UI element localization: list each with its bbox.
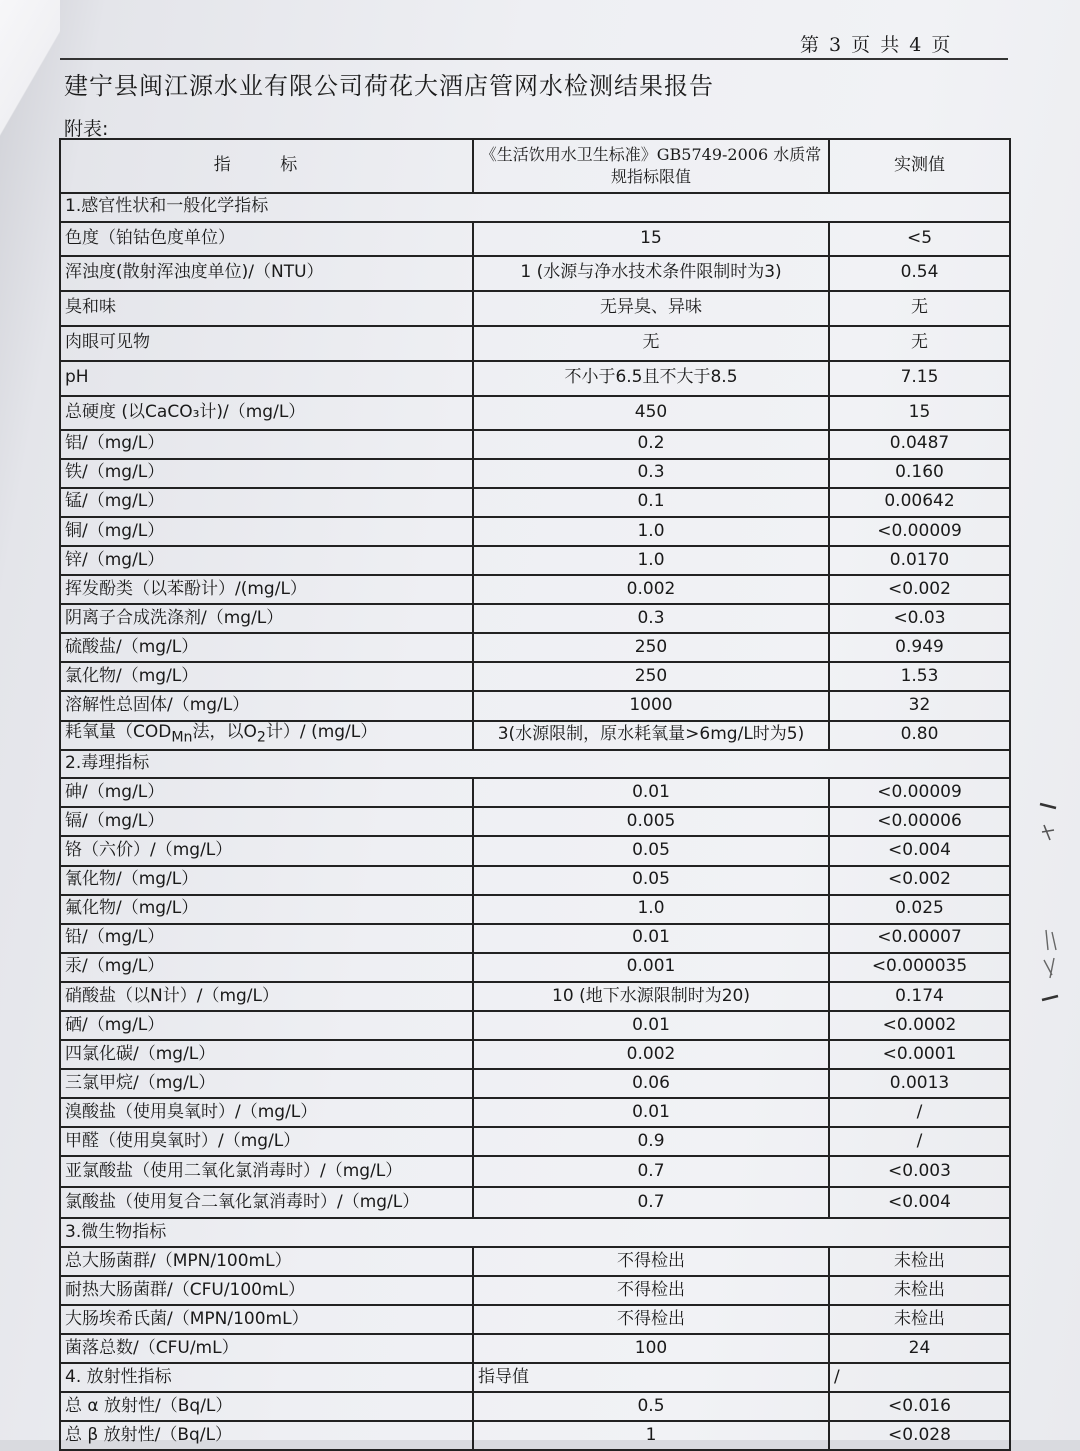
measured-value: <0.00009 — [829, 517, 1010, 546]
measured-value: 0.025 — [829, 895, 1010, 924]
measured-value: <0.003 — [829, 1156, 1010, 1187]
table-row — [60, 326, 1010, 361]
table-row — [60, 1156, 1010, 1187]
table-row — [60, 488, 1010, 517]
measured-value: 未检出 — [829, 1276, 1010, 1305]
measured-value: <0.0001 — [829, 1040, 1010, 1069]
table-row — [60, 1011, 1010, 1040]
table-row — [60, 1187, 1010, 1218]
page-number: 第 3 页 共 4 页 — [800, 34, 953, 56]
standard-limit: 0.05 — [473, 836, 829, 865]
standard-limit: 250 — [473, 662, 829, 691]
standard-limit: 无异臭、异味 — [473, 291, 829, 326]
indicator-name: 硒/（mg/L） — [60, 1011, 473, 1040]
standard-limit: 0.01 — [473, 1098, 829, 1127]
table-row — [60, 721, 1010, 750]
standard-limit: 10 (地下水源限制时为20) — [473, 982, 829, 1011]
indicator-name: 镉/（mg/L） — [60, 807, 473, 836]
measured-value: <0.004 — [829, 836, 1010, 865]
measured-value: 无 — [829, 326, 1010, 361]
indicator-name: 臭和味 — [60, 291, 473, 326]
table-row — [60, 807, 1010, 836]
indicator-name: 铜/（mg/L） — [60, 517, 473, 546]
indicator-name: 总大肠菌群/（MPN/100mL） — [60, 1247, 473, 1276]
standard-limit: 不小于6.5且不大于8.5 — [473, 361, 829, 396]
indicator-name: 挥发酚类（以苯酚计）/(mg/L） — [60, 575, 473, 604]
indicator-name: 浑浊度(散射浑浊度单位)/（NTU） — [60, 256, 473, 291]
indicator-name: 色度（铂钴色度单位） — [60, 222, 473, 256]
standard-limit: 1.0 — [473, 895, 829, 924]
standard-limit: 0.002 — [473, 1040, 829, 1069]
indicator-name: 四氯化碳/（mg/L） — [60, 1040, 473, 1069]
measured-value: 0.80 — [829, 721, 1010, 750]
section-row — [60, 193, 1010, 222]
standard-limit: 0.01 — [473, 778, 829, 807]
indicator-name: 耗氧量（$COD_{Mn}$法，以$O_2$计）/ (mg/L） — [60, 721, 473, 750]
standard-limit: 0.2 — [473, 430, 829, 459]
indicator-name: 锌/（mg/L） — [60, 546, 473, 575]
standard-limit: 0.002 — [473, 575, 829, 604]
table-row — [60, 575, 1010, 604]
table-row — [60, 1421, 1010, 1450]
section-row — [60, 750, 1010, 779]
standard-limit: 0.01 — [473, 924, 829, 953]
indicator-name: 氰化物/（mg/L） — [60, 866, 473, 895]
standard-limit: 1.0 — [473, 546, 829, 575]
table-row — [60, 1098, 1010, 1127]
indicator-name: 锰/（mg/L） — [60, 488, 473, 517]
indicator-name: 亚氯酸盐（使用二氧化氯消毒时）/（mg/L） — [60, 1156, 473, 1187]
table-row — [60, 256, 1010, 291]
measured-value: 24 — [829, 1334, 1010, 1363]
measured-value: / — [829, 1127, 1010, 1156]
indicator-name: 溶解性总固体/（mg/L） — [60, 691, 473, 720]
indicator-name: 氯酸盐（使用复合二氧化氯消毒时）/（mg/L） — [60, 1187, 473, 1218]
table-row — [60, 291, 1010, 326]
section-title: 4. 放射性指标 — [60, 1363, 473, 1392]
measured-value: 0.00642 — [829, 488, 1010, 517]
table-row — [60, 430, 1010, 459]
measured-value: <0.028 — [829, 1421, 1010, 1450]
table-row — [60, 1247, 1010, 1276]
section-title: 3.微生物指标 — [60, 1218, 1010, 1247]
measured-value: 32 — [829, 691, 1010, 720]
section-value: / — [829, 1363, 1010, 1392]
measured-value: 0.54 — [829, 256, 1010, 291]
standard-limit: 0.7 — [473, 1187, 829, 1218]
table-header-row — [60, 139, 1010, 193]
table-row — [60, 633, 1010, 662]
standard-limit: 1000 — [473, 691, 829, 720]
header-measured: 实测值 — [829, 139, 1010, 193]
standard-limit: 不得检出 — [473, 1305, 829, 1334]
standard-limit: 0.01 — [473, 1011, 829, 1040]
section-limit: 指导值 — [473, 1363, 829, 1392]
indicator-name: 硫酸盐/（mg/L） — [60, 633, 473, 662]
indicator-name: 铅/（mg/L） — [60, 924, 473, 953]
standard-limit: 不得检出 — [473, 1276, 829, 1305]
indicator-name: 汞/（mg/L） — [60, 953, 473, 982]
measured-value: <0.0002 — [829, 1011, 1010, 1040]
standard-limit: 0.3 — [473, 604, 829, 633]
section-row — [60, 1218, 1010, 1247]
indicator-name: 三氯甲烷/（mg/L） — [60, 1069, 473, 1098]
measured-value: 1.53 — [829, 662, 1010, 691]
standard-limit: 15 — [473, 222, 829, 256]
standard-limit: 0.05 — [473, 866, 829, 895]
measured-value: 0.0170 — [829, 546, 1010, 575]
table-row — [60, 953, 1010, 982]
handwritten-marks — [1036, 800, 1066, 1010]
report-title: 建宁县闽江源水业有限公司荷花大酒店管网水检测结果报告 — [64, 72, 714, 100]
paper-fold — [0, 0, 60, 140]
standard-limit: 1.0 — [473, 517, 829, 546]
table-row — [60, 778, 1010, 807]
table-row — [60, 396, 1010, 430]
standard-limit: 250 — [473, 633, 829, 662]
table-row — [60, 895, 1010, 924]
standard-limit: 3(水源限制，原水耗氧量>6mg/L时为5) — [473, 721, 829, 750]
standard-limit: 450 — [473, 396, 829, 430]
indicator-name: 砷/（mg/L） — [60, 778, 473, 807]
table-row — [60, 1069, 1010, 1098]
standard-limit: 0.5 — [473, 1392, 829, 1421]
measured-value: 无 — [829, 291, 1010, 326]
indicator-name: 氯化物/（mg/L） — [60, 662, 473, 691]
table-row — [60, 1305, 1010, 1334]
measured-value: <5 — [829, 222, 1010, 256]
measured-value: 0.949 — [829, 633, 1010, 662]
measured-value: 未检出 — [829, 1247, 1010, 1276]
measured-value: / — [829, 1098, 1010, 1127]
table-row — [60, 546, 1010, 575]
indicator-name: 菌落总数/（CFU/mL） — [60, 1334, 473, 1363]
measured-value: <0.016 — [829, 1392, 1010, 1421]
indicator-name: 耐热大肠菌群/（CFU/100mL） — [60, 1276, 473, 1305]
table-row — [60, 517, 1010, 546]
measured-value: 0.0487 — [829, 430, 1010, 459]
measured-value: <0.000035 — [829, 953, 1010, 982]
indicator-name: 肉眼可见物 — [60, 326, 473, 361]
standard-limit: 0.001 — [473, 953, 829, 982]
measured-value: 0.160 — [829, 459, 1010, 488]
measured-value: 未检出 — [829, 1305, 1010, 1334]
measured-value: <0.004 — [829, 1187, 1010, 1218]
results-table-body — [60, 139, 1010, 1450]
measured-value: 7.15 — [829, 361, 1010, 396]
indicator-name: 铝/（mg/L） — [60, 430, 473, 459]
table-row — [60, 459, 1010, 488]
indicator-name: 氟化物/（mg/L） — [60, 895, 473, 924]
measured-value: <0.00006 — [829, 807, 1010, 836]
standard-limit: 无 — [473, 326, 829, 361]
table-row — [60, 836, 1010, 865]
standard-limit: 0.06 — [473, 1069, 829, 1098]
measured-value: <0.002 — [829, 866, 1010, 895]
standard-limit: 1 (水源与净水技术条件限制时为3) — [473, 256, 829, 291]
standard-limit: 0.005 — [473, 807, 829, 836]
indicator-name: 大肠埃希氏菌/（MPN/100mL） — [60, 1305, 473, 1334]
measured-value: <0.00007 — [829, 924, 1010, 953]
indicator-name: 总硬度 (以CaCO₃计)/（mg/L） — [60, 396, 473, 430]
table-row — [60, 222, 1010, 256]
table-row — [60, 1040, 1010, 1069]
measured-value: 0.174 — [829, 982, 1010, 1011]
standard-limit: 0.7 — [473, 1156, 829, 1187]
table-row — [60, 604, 1010, 633]
indicator-name: 铬（六价）/（mg/L） — [60, 836, 473, 865]
indicator-name: 硝酸盐（以N计）/（mg/L） — [60, 982, 473, 1011]
measured-value: <0.002 — [829, 575, 1010, 604]
standard-limit: 100 — [473, 1334, 829, 1363]
section-row — [60, 1363, 1010, 1392]
standard-limit: 0.1 — [473, 488, 829, 517]
table-row — [60, 924, 1010, 953]
indicator-name: 总 α 放射性/（Bq/L） — [60, 1392, 473, 1421]
header-standard: 《生活饮用水卫生标准》GB5749-2006 水质常规指标限值 — [473, 139, 829, 193]
indicator-name: 甲醛（使用臭氧时）/（mg/L） — [60, 1127, 473, 1156]
table-row — [60, 1127, 1010, 1156]
standard-limit: 0.3 — [473, 459, 829, 488]
standard-limit: 1 — [473, 1421, 829, 1450]
results-table — [59, 138, 1011, 1451]
measured-value: 0.0013 — [829, 1069, 1010, 1098]
table-row — [60, 1392, 1010, 1421]
standard-limit: 不得检出 — [473, 1247, 829, 1276]
table-row — [60, 982, 1010, 1011]
table-row — [60, 361, 1010, 396]
indicator-name: 溴酸盐（使用臭氧时）/（mg/L） — [60, 1098, 473, 1127]
table-row — [60, 662, 1010, 691]
measured-value: 15 — [829, 396, 1010, 430]
section-title: 2.毒理指标 — [60, 750, 1010, 779]
measured-value: <0.03 — [829, 604, 1010, 633]
measured-value: <0.00009 — [829, 778, 1010, 807]
table-row — [60, 866, 1010, 895]
section-title: 1.感官性状和一般化学指标 — [60, 193, 1010, 222]
indicator-name: pH — [60, 361, 473, 396]
table-row — [60, 1334, 1010, 1363]
indicator-name: 阴离子合成洗涤剂/（mg/L） — [60, 604, 473, 633]
standard-limit: 0.9 — [473, 1127, 829, 1156]
indicator-name: 铁/（mg/L） — [60, 459, 473, 488]
table-row — [60, 1276, 1010, 1305]
indicator-name: 总 β 放射性/（Bq/L） — [60, 1421, 473, 1450]
appendix-label: 附表: — [64, 118, 109, 140]
header-indicator: 指 标 — [60, 139, 473, 193]
table-row — [60, 691, 1010, 720]
header-rule — [60, 58, 1008, 60]
